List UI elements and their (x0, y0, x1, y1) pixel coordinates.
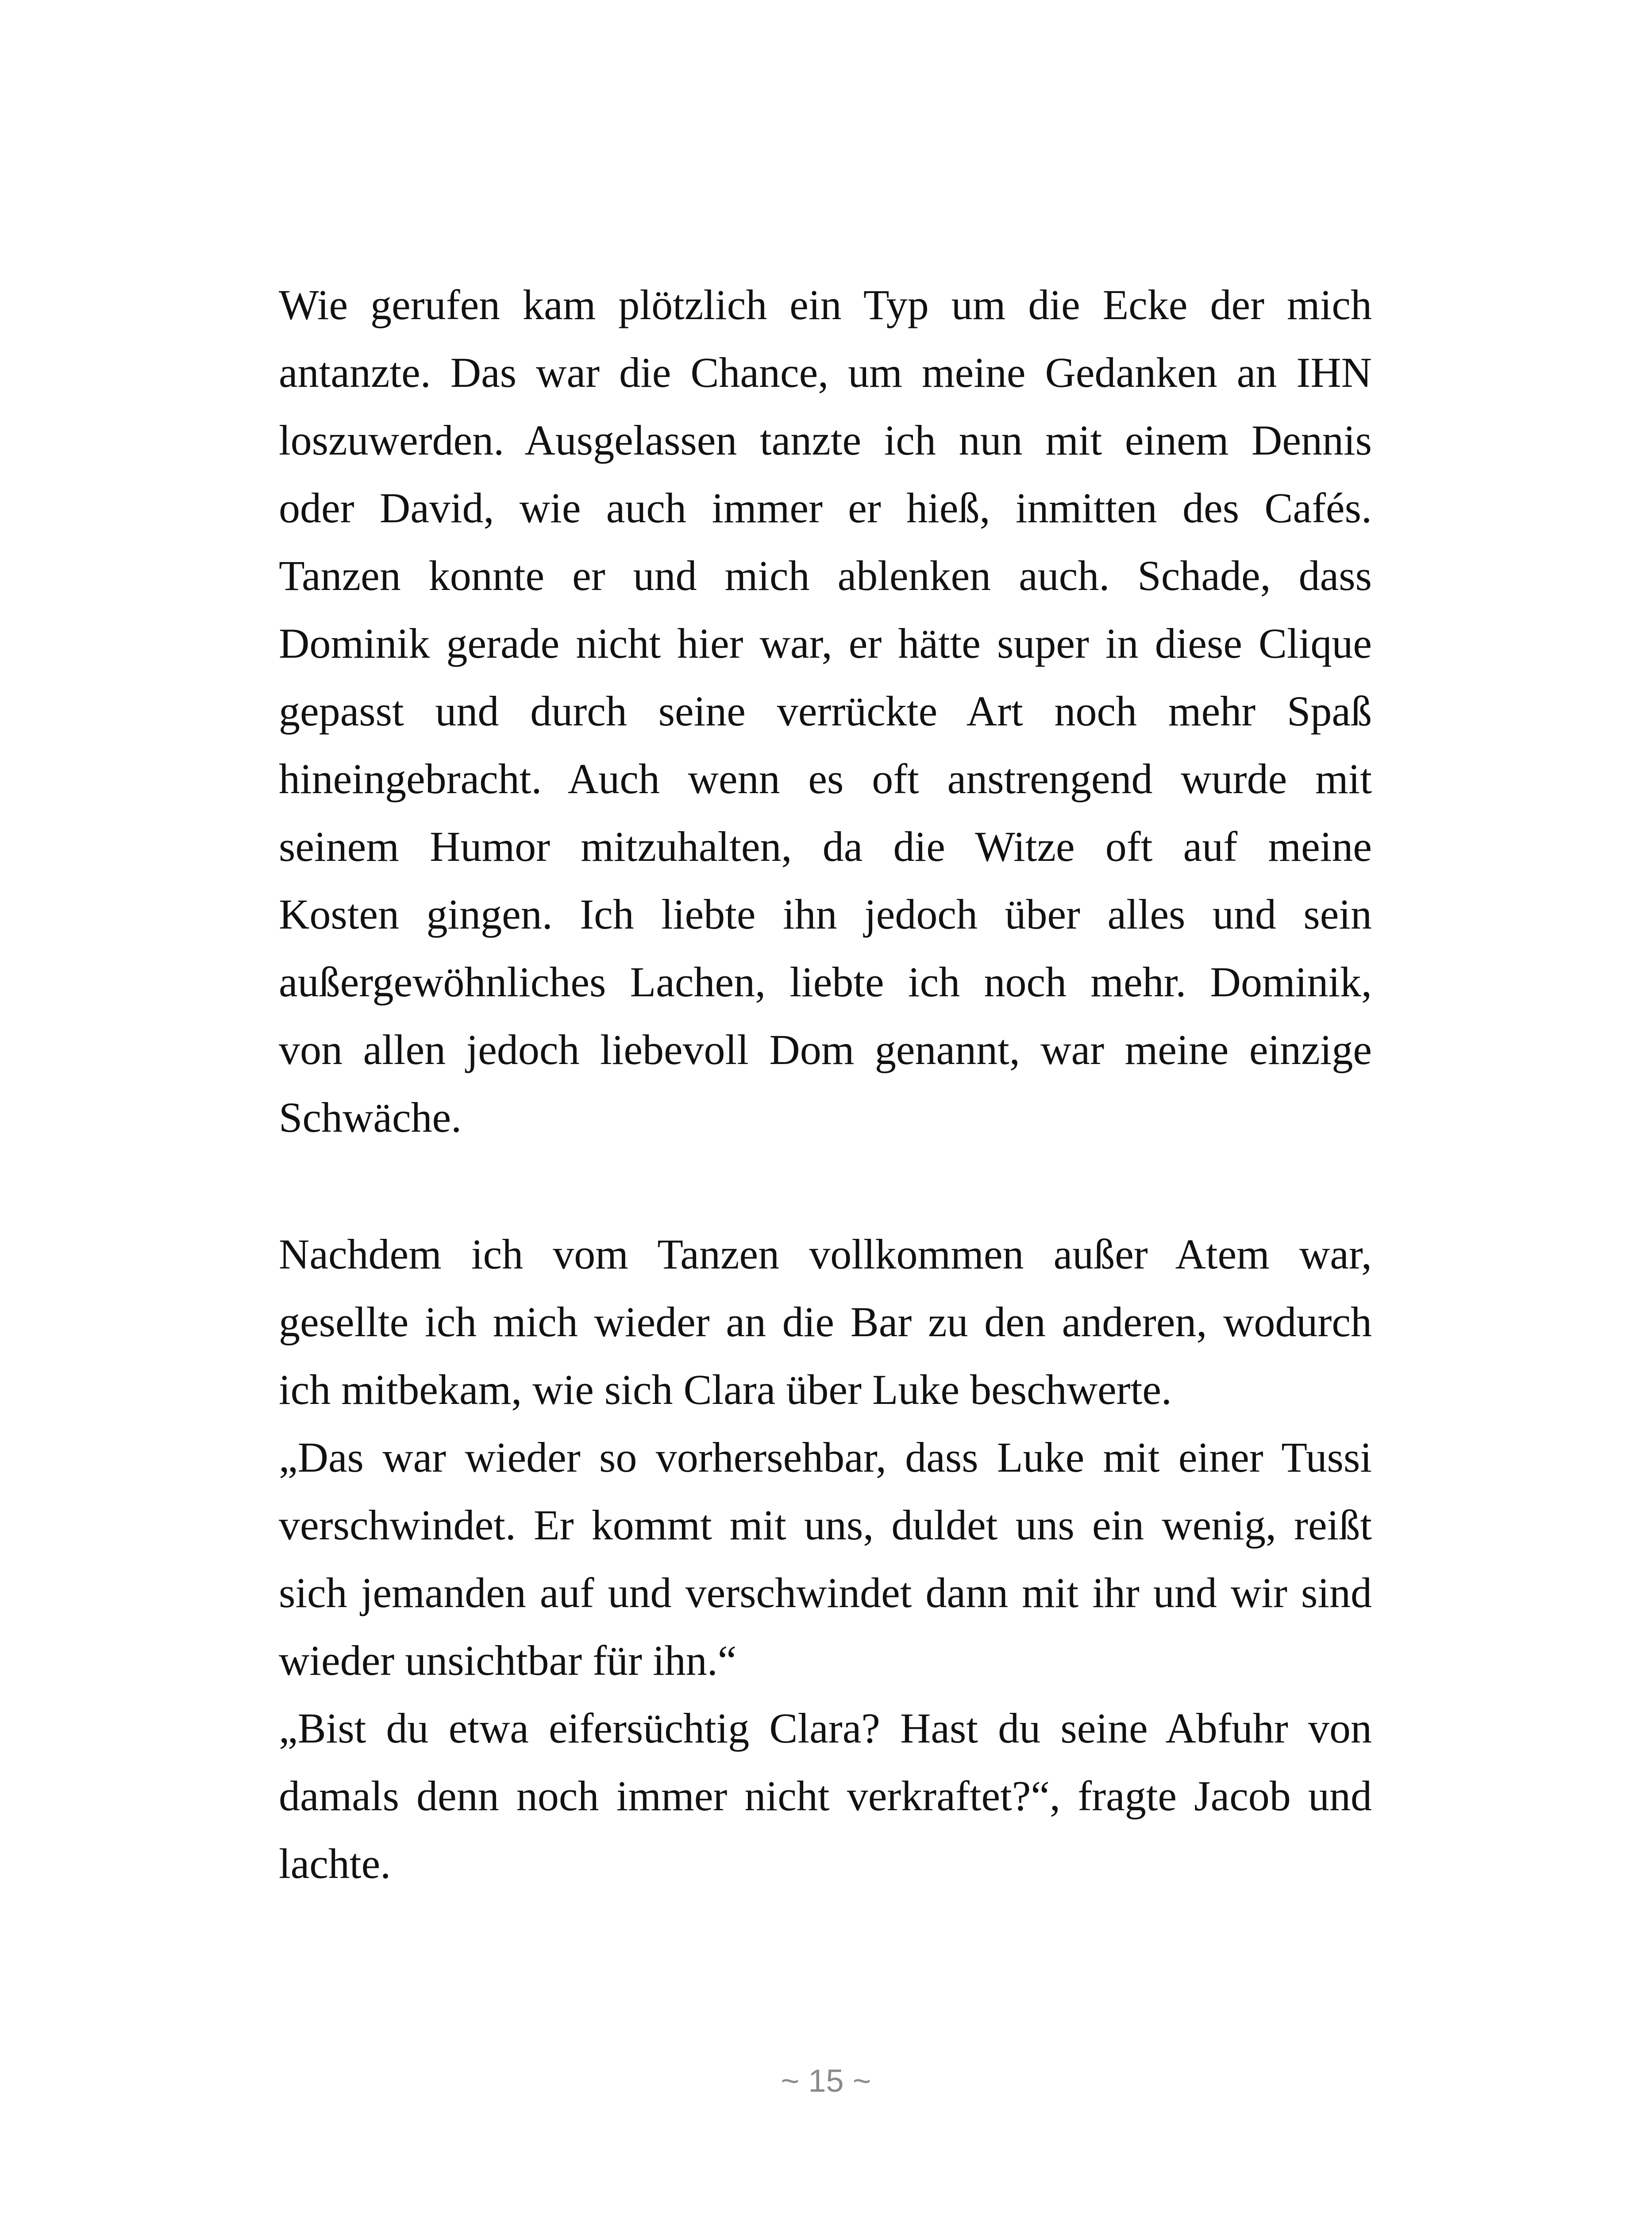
paragraph-line: Tanzen konnte er und mich ablenken auch. Schade, dass (279, 552, 1372, 599)
paragraph-line: damals denn noch immer nicht verkraftet?“, fragte Jacob und (279, 1772, 1372, 1820)
page-number: ~ 15 ~ (781, 2063, 871, 2099)
paragraph-line: Kosten gingen. Ich liebte ihn jedoch über alles und sein (279, 891, 1372, 938)
paragraph-line: verschwindet. Er kommt mit uns, duldet uns ein wenig, reißt (279, 1501, 1372, 1549)
paragraph-line: sich jemanden auf und verschwindet dann mit ihr und wir sind (279, 1569, 1372, 1616)
paragraph-line: gepasst und durch seine verrückte Art noch mehr Spaß (279, 687, 1372, 735)
paragraph-line: Dominik gerade nicht hier war, er hätte super in diese Clique (279, 620, 1372, 667)
paragraph-line: außergewöhnliches Lachen, liebte ich noch mehr. Dominik, (279, 958, 1372, 1006)
paragraph-line: gesellte ich mich wieder an die Bar zu den anderen, wodurch (279, 1298, 1372, 1346)
paragraph-line: von allen jedoch liebevoll Dom genannt, war meine einzige (279, 1026, 1372, 1073)
paragraph-line: loszuwerden. Ausgelassen tanzte ich nun mit einem Dennis (279, 416, 1372, 464)
paragraph-line: seinem Humor mitzuhalten, da die Witze oft auf meine (279, 823, 1372, 870)
paragraph-line: antanzte. Das war die Chance, um meine Gedanken an IHN (279, 349, 1372, 396)
paragraph-line: Wie gerufen kam plötzlich ein Typ um die Ecke der mich (279, 281, 1372, 328)
paragraph-line: lachte. (279, 1840, 391, 1887)
paragraph-line: Schwäche. (279, 1094, 462, 1141)
paragraph-2 (279, 1220, 1372, 1897)
paragraph-1 (279, 271, 1372, 1151)
paragraph-line: ich mitbekam, wie sich Clara über Luke beschwerte. (279, 1366, 1172, 1413)
paragraph-line: „Bist du etwa eifersüchtig Clara? Hast du seine Abfuhr von (279, 1704, 1372, 1752)
paragraph-line: wieder unsichtbar für ihn.“ (279, 1637, 737, 1684)
paragraph-line: Nachdem ich vom Tanzen vollkommen außer Atem war, (279, 1230, 1372, 1278)
paragraph-line: oder David, wie auch immer er hieß, inmitten des Cafés. (279, 484, 1372, 532)
paragraph-line: „Das war wieder so vorhersehbar, dass Luke mit einer Tussi (279, 1434, 1372, 1481)
paragraph-line: hineingebracht. Auch wenn es oft anstrengend wurde mit (279, 755, 1372, 802)
